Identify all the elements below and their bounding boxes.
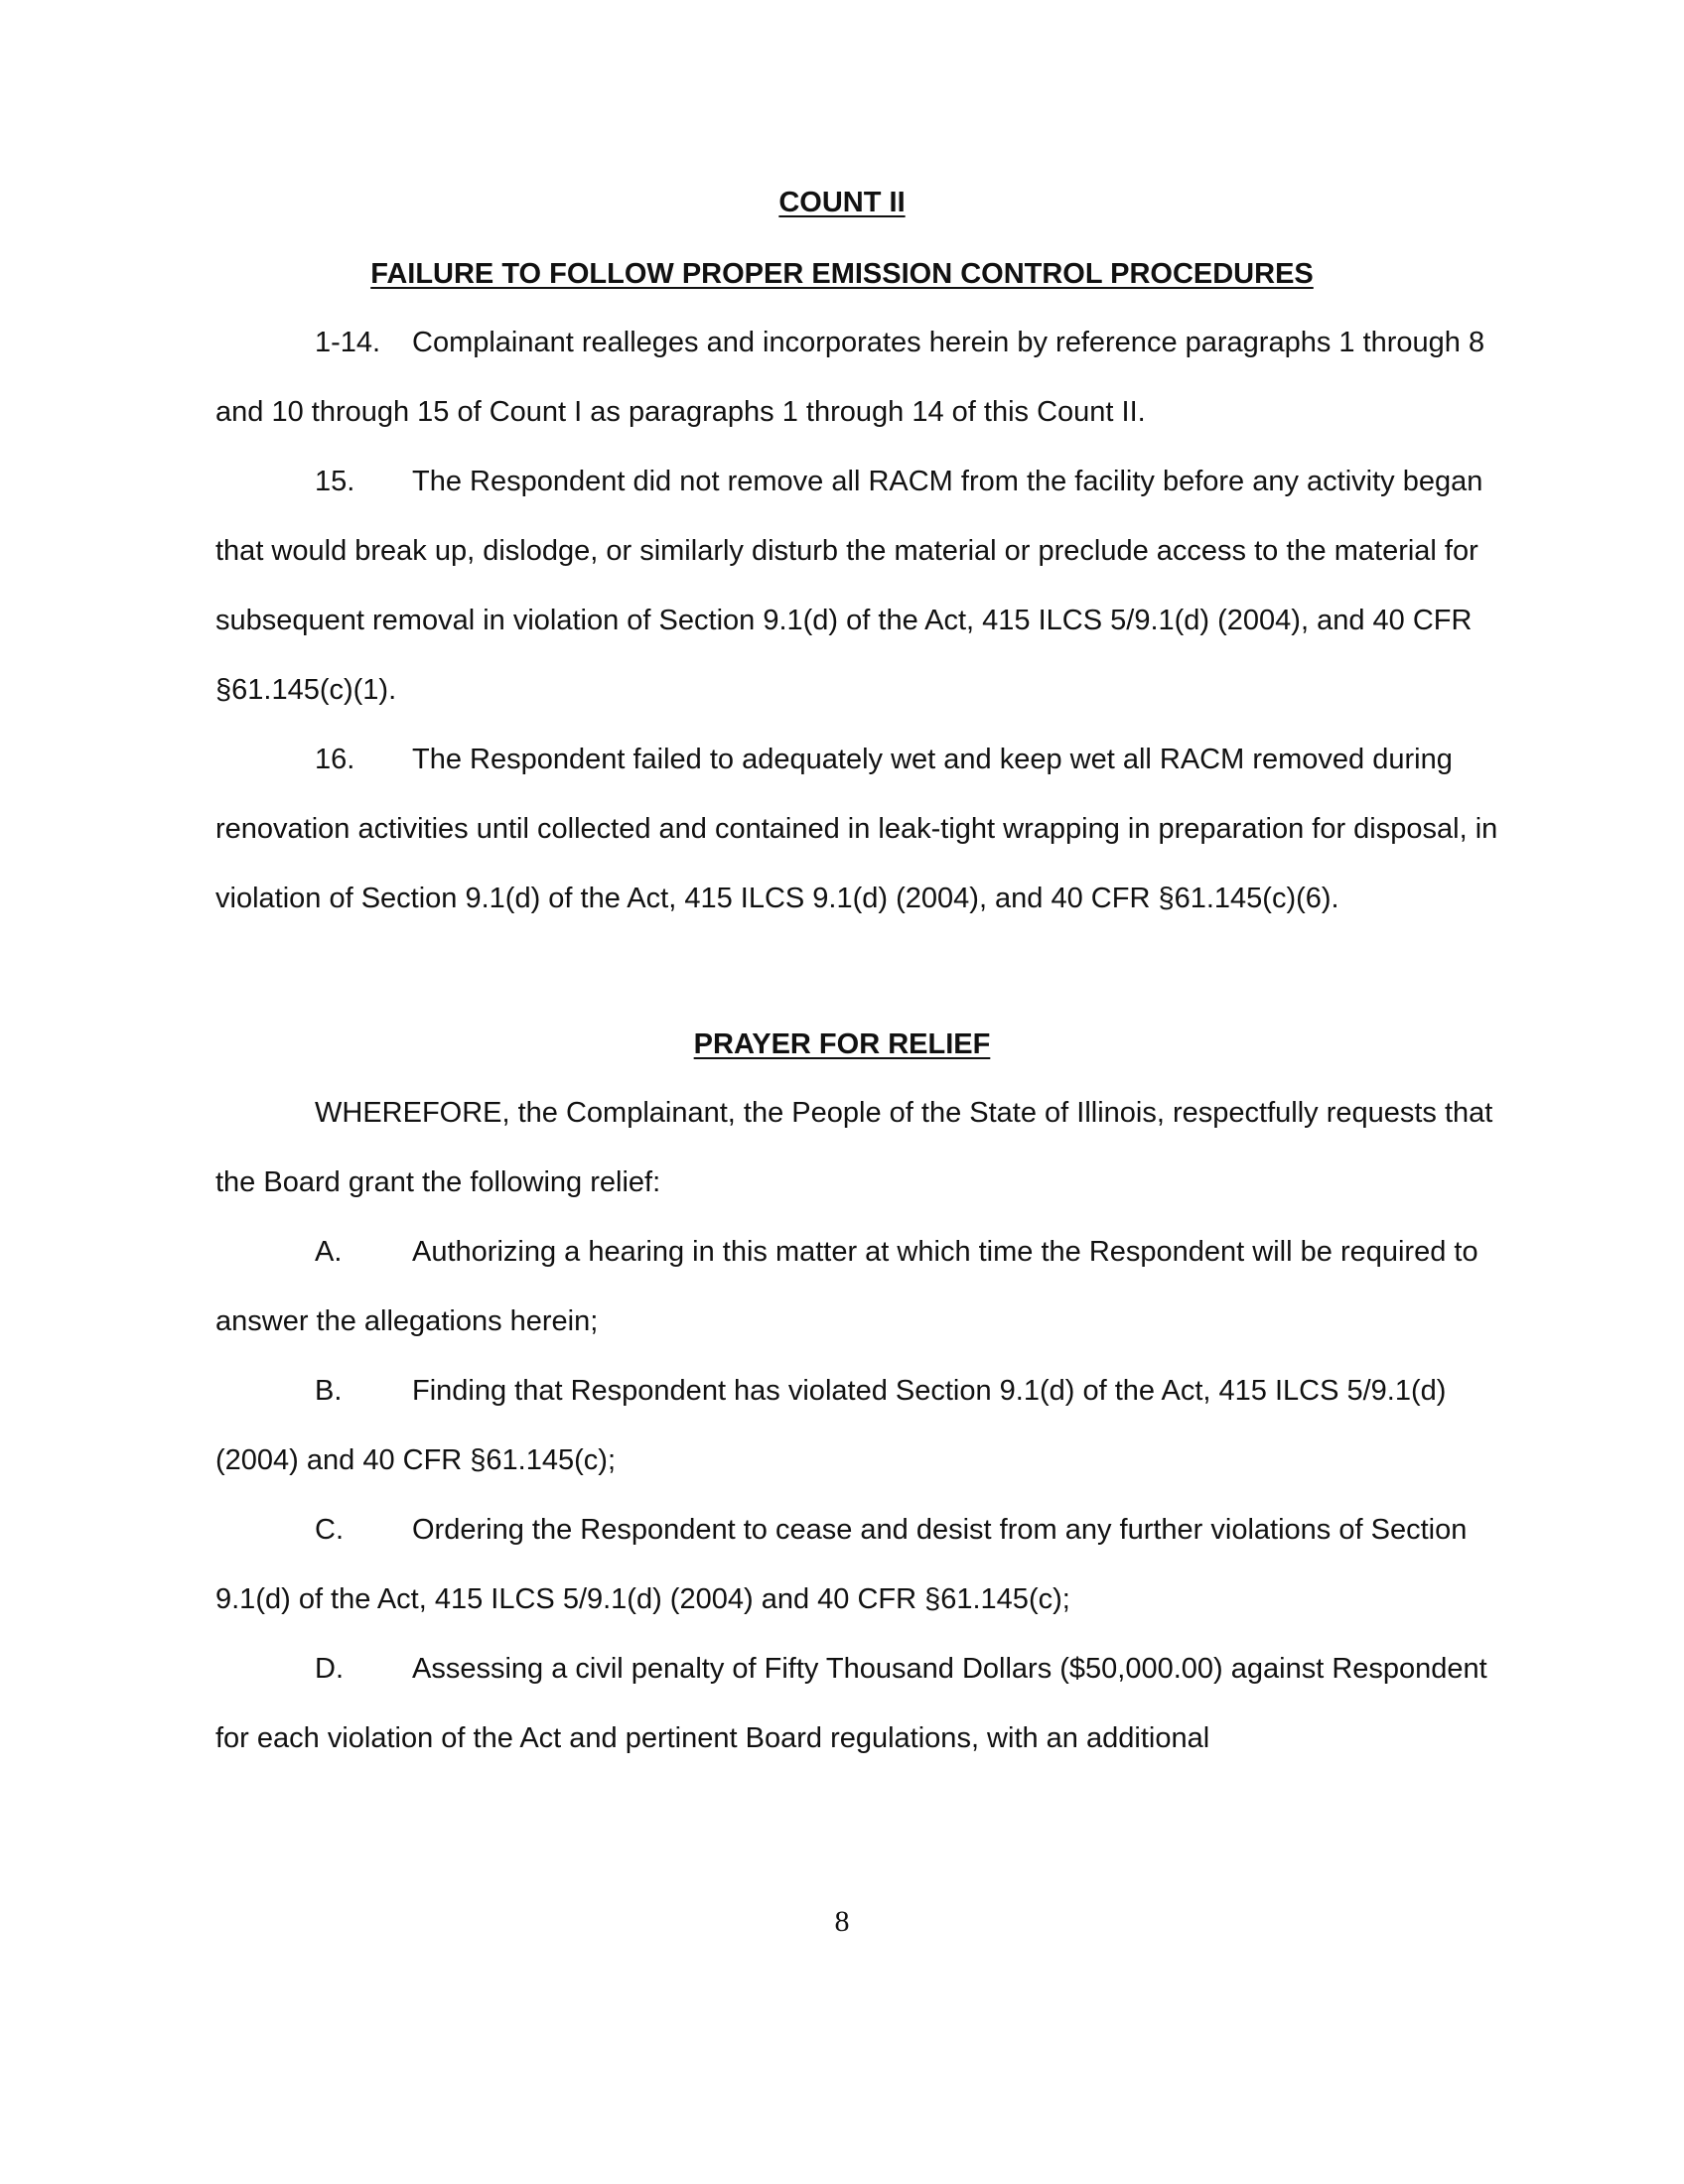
prayer-section [215,1078,1498,1773]
relief-letter: D. [315,1653,344,1685]
relief-item-d [215,1634,1498,1773]
page-number: 8 [834,1905,850,1938]
paragraph-text: The Respondent failed to adequately wet and keep wet all RACM removed during renovation activities until collected and contained in leak-tight wrapping in preparation for disposal, in violation of Section 9.1(d) of the Act, 415 ILCS 9.1(d) (2004), and 40 CFR §61.145(c)(6). [215,744,1498,914]
relief-item-a [215,1217,1498,1356]
paragraph-16 [215,725,1498,933]
paragraph-number: 16. [315,744,355,775]
relief-text: Ordering the Respondent to cease and desist from any further violations of Section 9.1(d) of the Act, 415 ILCS 5/9.1(d) (2004) and 40 CFR §61.145(c); [215,1514,1468,1615]
paragraph-text: Complainant realleges and incorporates herein by reference paragraphs 1 through 8 and 10 through 15 of Count I as paragraphs 1 through 14 of this Count II. [215,327,1485,428]
relief-item-b [215,1356,1498,1495]
paragraph-number: 15. [315,466,355,497]
paragraph-number: 1-14. [315,327,381,358]
relief-item-c [215,1495,1498,1634]
relief-letter: C. [315,1514,344,1546]
relief-text: Authorizing a hearing in this matter at which time the Respondent will be required to answer the allegations herein; [215,1236,1478,1337]
paragraph-15 [215,447,1498,725]
count-title: COUNT II [778,187,906,218]
prayer-intro: WHEREFORE, the Complainant, the People of the State of Illinois, respectfully requests that the Board grant the following relief: [215,1097,1493,1198]
prayer-title: PRAYER FOR RELIEF [693,1028,991,1060]
relief-text: Assessing a civil penalty of Fifty Thousand Dollars ($50,000.00) against Respondent for each violation of the Act and pertinent Board regulations, with an additional [215,1653,1487,1754]
count-subtitle: FAILURE TO FOLLOW PROPER EMISSION CONTROL PROCEDURES [370,258,1314,290]
relief-letter: A. [315,1236,343,1268]
paragraph-text: The Respondent did not remove all RACM from the facility before any activity began that would break up, dislodge, or similarly disturb the material or preclude access to the material for subsequent removal in violation of Section 9.1(d) of the Act, 415 ILCS 5/9.1(d) (2004), and 40 CFR §61.145(c)(1). [215,466,1483,706]
paragraph-1-14 [215,308,1498,447]
relief-text: Finding that Respondent has violated Section 9.1(d) of the Act, 415 ILCS 5/9.1(d) (2004) and 40 CFR §61.145(c); [215,1375,1447,1476]
count-paragraphs [215,308,1498,933]
relief-letter: B. [315,1375,343,1407]
